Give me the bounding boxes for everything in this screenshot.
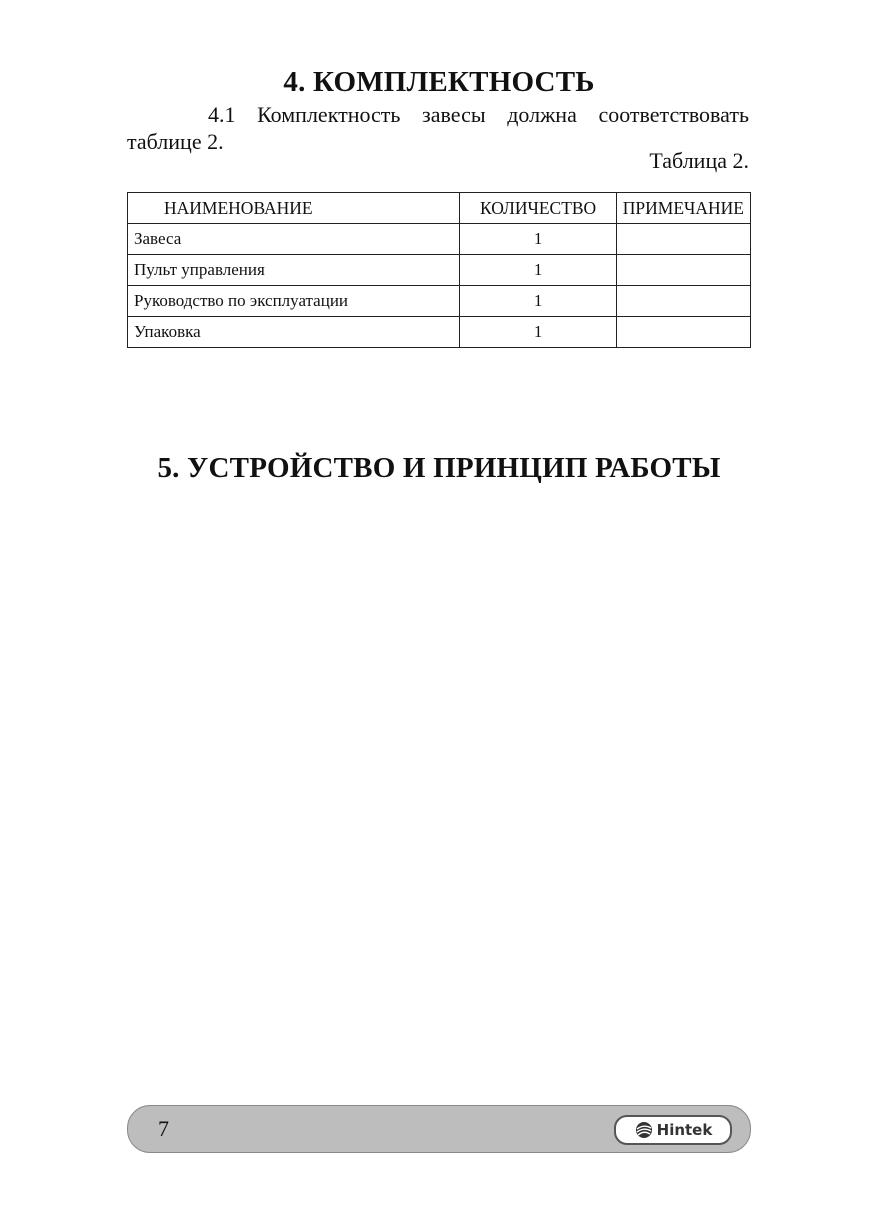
page-number: 7 <box>158 1116 169 1141</box>
table-row <box>128 317 751 348</box>
header-name: НАИМЕНОВАНИЕ <box>128 193 460 224</box>
contents-table <box>127 192 751 348</box>
row-note <box>616 317 750 348</box>
table-row <box>128 224 751 255</box>
page-footer <box>127 1105 751 1153</box>
brand-logo-text: Hintek <box>656 1121 713 1139</box>
header-quantity: КОЛИЧЕСТВО <box>460 193 616 224</box>
table-caption: Таблица 2. <box>649 148 749 173</box>
row-name: Завеса <box>128 224 460 255</box>
row-name: Руководство по эксплуатации <box>128 286 460 317</box>
row-quantity: 1 <box>460 317 616 348</box>
section-5-title: 5. УСТРОЙСТВО И ПРИНЦИП РАБОТЫ <box>157 452 721 484</box>
table-row <box>128 255 751 286</box>
row-quantity: 1 <box>460 255 616 286</box>
row-note <box>616 286 750 317</box>
paragraph-line-1: 4.1 Комплектность завесы должна соответствовать <box>208 102 749 127</box>
row-quantity: 1 <box>460 286 616 317</box>
section-4-title: 4. КОМПЛЕКТНОСТЬ <box>283 66 595 98</box>
table-header-row <box>128 193 751 224</box>
brand-logo <box>614 1115 732 1145</box>
paragraph-line-2: таблице 2. <box>127 129 224 154</box>
table-row <box>128 286 751 317</box>
row-note <box>616 224 750 255</box>
fan-swirl-icon <box>634 1121 654 1139</box>
row-name: Пульт управления <box>128 255 460 286</box>
row-note <box>616 255 750 286</box>
section-4-paragraph <box>127 101 749 155</box>
row-name: Упаковка <box>128 317 460 348</box>
header-note: ПРИМЕЧАНИЕ <box>616 193 750 224</box>
row-quantity: 1 <box>460 224 616 255</box>
